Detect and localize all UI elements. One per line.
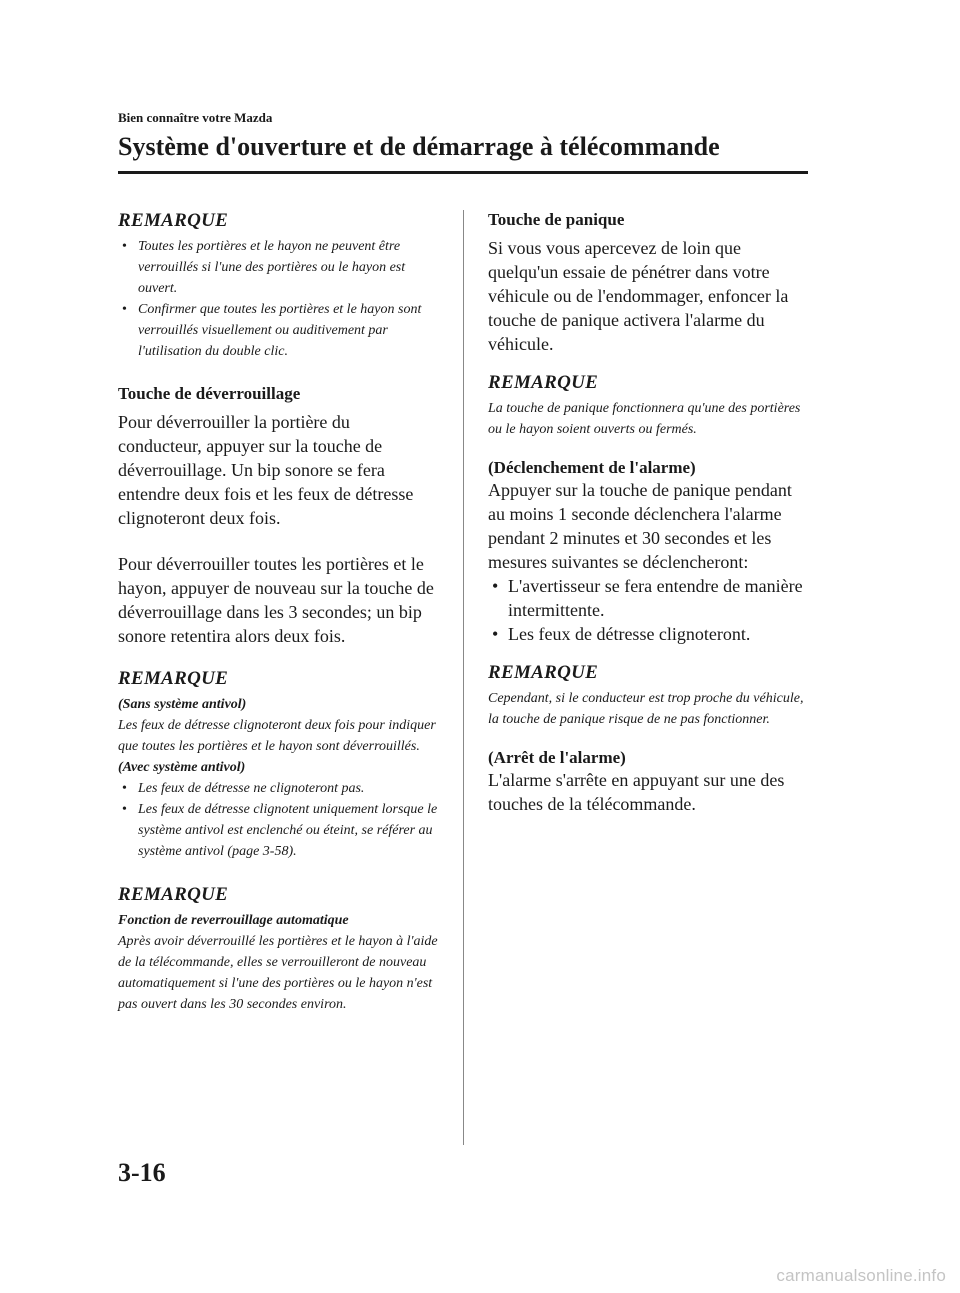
paragraph: Pour déverrouiller la portière du conducteur, appuyer sur la touche de déverrouillage. Un bip sonore se fera entendre deux fois et les feux de détresse clignoteront deux fois.	[118, 412, 414, 528]
list-item: • Les feux de détresse clignoteront.	[488, 622, 808, 646]
note-subheading: (Avec système antivol)	[118, 760, 246, 775]
note-text: Cependant, si le conducteur est trop proche du véhicule, la touche de panique risque de ne pas fonctionner.	[488, 691, 804, 727]
list-item: • Confirmer que toutes les portières et le hayon sont verrouillés visuellement ou auditivement par l'utilisation du double clic.	[118, 299, 438, 362]
note-subheading: Fonction de reverrouillage automatique	[118, 913, 349, 928]
note-heading: REMARQUE	[118, 210, 229, 231]
note-heading: REMARQUE	[118, 884, 229, 905]
note-heading: REMARQUE	[488, 372, 599, 393]
note-text: La touche de panique fonctionnera qu'une des portières ou le hayon soient ouverts ou fermés.	[488, 401, 801, 437]
paragraph: Pour déverrouiller toutes les portières et le hayon, appuyer de nouveau sur la touche de déverrouillage dans les 3 secondes; un bip sonore retentira alors deux fois.	[118, 554, 434, 646]
watermark: carmanualsonline.info	[776, 1266, 946, 1285]
section-label: Bien connaître votre Mazda	[118, 110, 273, 125]
left-column	[118, 210, 438, 1015]
note-heading: REMARQUE	[488, 662, 599, 683]
note-heading: REMARQUE	[118, 668, 229, 689]
note-text: Les feux de détresse clignoteront deux fois pour indiquer que toutes les portières et le hayon sont déverrouillés.	[118, 718, 436, 754]
paragraph: L'alarme s'arrête en appuyant sur une des touches de la télécommande.	[488, 770, 785, 814]
header-divider	[118, 171, 808, 174]
section-heading-trigger: (Déclenchement de l'alarme)	[488, 458, 696, 477]
paragraph: Si vous vous apercevez de loin que quelqu'un essaie de pénétrer dans votre véhicule ou de l'endommager, enfoncer la touche de panique activera l'alarme du véhicule.	[488, 238, 789, 354]
right-column	[488, 210, 808, 816]
note-list	[118, 236, 438, 362]
note-text: Après avoir déverrouillé les portières et le hayon à l'aide de la télécommande, elles se verrouilleront de nouveau automatiquement si l'une des portières ou le hayon n'est pas ouvert dans les 30 secondes environ.	[118, 934, 438, 1012]
list-item: • L'avertisseur se fera entendre de manière intermittente.	[488, 574, 808, 622]
list-item: • Les feux de détresse clignotent uniquement lorsque le système antivol est enclenché ou éteint, se référer au système antivol (page 3-58).	[118, 799, 438, 862]
note-list	[118, 778, 438, 862]
page-title: Système d'ouverture et de démarrage à télécommande	[118, 132, 720, 161]
section-heading-stop: (Arrêt de l'alarme)	[488, 748, 626, 767]
section-heading-panic: Touche de panique	[488, 210, 625, 229]
list-item: • Les feux de détresse ne clignoteront pas.	[118, 778, 438, 799]
list-item: • Toutes les portières et le hayon ne peuvent être verrouillés si l'une des portières ou le hayon est ouvert.	[118, 236, 438, 299]
column-divider	[463, 210, 464, 1145]
page-number: 3-16	[118, 1158, 166, 1187]
section-heading-unlock: Touche de déverrouillage	[118, 384, 301, 403]
note-subheading: (Sans système antivol)	[118, 697, 247, 712]
paragraph: Appuyer sur la touche de panique pendant au moins 1 seconde déclenchera l'alarme pendant 2 minutes et 30 secondes et les mesures suivantes se déclencheront:	[488, 480, 792, 572]
bullet-list	[488, 574, 808, 646]
